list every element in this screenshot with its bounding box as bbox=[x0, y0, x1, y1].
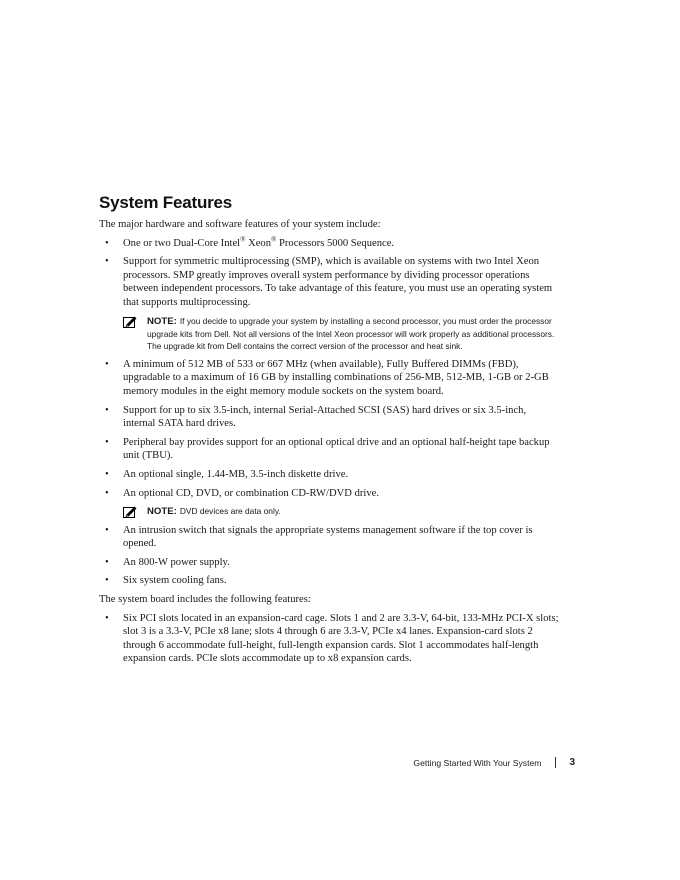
note-pencil-icon bbox=[123, 316, 137, 328]
footer-section-title: Getting Started With Your System bbox=[413, 757, 542, 768]
bullet-icon: • bbox=[105, 524, 109, 536]
bullet-icon: • bbox=[105, 468, 109, 480]
note-label: NOTE: bbox=[147, 506, 177, 518]
list-item bbox=[99, 255, 561, 309]
list-item bbox=[99, 612, 561, 666]
bullet-icon: • bbox=[105, 487, 109, 499]
bullet-icon: • bbox=[105, 575, 109, 587]
feature-fans: Six system cooling fans. bbox=[123, 575, 227, 587]
bullet-icon: • bbox=[105, 358, 109, 370]
feature-smp: Support for symmetric multiprocessing (SMP), which is available on systems with two Intel Xeon processors. SMP greatly improves overall system performance by dividing processor operations between independent processors. To take advantage of this feature, you must use an operating system that supports multiprocessing. bbox=[123, 256, 553, 308]
list-item bbox=[99, 487, 561, 501]
board-intro-paragraph: The system board includes the following features: bbox=[99, 593, 311, 605]
bullet-icon: • bbox=[105, 237, 109, 249]
bullet-icon: • bbox=[105, 404, 109, 416]
note-text: If you decide to upgrade your system by installing a second processor, you must order the processor upgrade kits from Dell. Not all versions of the Intel Xeon processor will work properly as additional processors. The upgrade kit from Dell contains the correct version of the processor and heat sink. bbox=[147, 315, 555, 352]
bullet-icon: • bbox=[105, 556, 109, 568]
board-feature-pci: Six PCI slots located in an expansion-card cage. Slots 1 and 2 are 3.3-V, 64-bit, 133-MHz PCI-X slots; slot 3 is a 3.3-V, PCIe x8 lane; slots 4 through 6 are 3.3-V, PCIe x4 lanes. Expansion-card slots 2 through 6 accommodate full-height, full-length expansion cards. Slot 1 accommodates half-length expansion cards. PCIe slots accommodate up to x8 expansion cards. bbox=[123, 612, 559, 665]
page-content bbox=[99, 218, 561, 671]
page-number: 3 bbox=[569, 757, 575, 768]
list-item bbox=[99, 358, 561, 399]
feature-diskette: An optional single, 1.44-MB, 3.5-inch diskette drive. bbox=[123, 468, 349, 480]
page-footer bbox=[413, 757, 575, 768]
list-item bbox=[99, 574, 561, 588]
note-dvd bbox=[123, 505, 561, 518]
bullet-icon: • bbox=[105, 612, 109, 624]
feature-list-end bbox=[99, 524, 561, 588]
list-item bbox=[99, 436, 561, 463]
feature-list-continued bbox=[99, 358, 561, 500]
intro-paragraph: The major hardware and software features of your system include: bbox=[99, 219, 381, 230]
board-feature-list bbox=[99, 612, 561, 666]
list-item bbox=[99, 468, 561, 482]
feature-peripheral: Peripheral bay provides support for an optional optical drive and an optional half-height tape backup unit (TBU). bbox=[123, 436, 550, 462]
list-item bbox=[99, 556, 561, 570]
feature-memory: A minimum of 512 MB of 533 or 667 MHz (when available), Fully Buffered DIMMs (FBD), upgradable to a maximum of 16 GB by installing combinations of 256-MB, 512-MB, 1-GB or 2-GB memory modules in the eight memory module sockets on the system board. bbox=[123, 358, 549, 397]
footer-divider bbox=[555, 757, 556, 768]
bullet-icon: • bbox=[105, 436, 109, 448]
feature-power: An 800-W power supply. bbox=[123, 556, 230, 568]
section-heading: System Features bbox=[99, 193, 233, 212]
note-processor-upgrade bbox=[123, 315, 561, 353]
feature-list bbox=[99, 237, 561, 310]
feature-drives: Support for up to six 3.5-inch, internal Serial-Attached SCSI (SAS) hard drives or six 3.5-inch, internal SATA hard drives. bbox=[123, 404, 527, 430]
note-text: DVD devices are data only. bbox=[179, 506, 281, 517]
list-item bbox=[99, 524, 561, 551]
list-item bbox=[99, 237, 561, 251]
list-item bbox=[99, 404, 561, 431]
note-label: NOTE: bbox=[147, 315, 177, 327]
note-pencil-icon bbox=[123, 506, 137, 518]
feature-optical: An optional CD, DVD, or combination CD-RW/DVD drive. bbox=[123, 487, 379, 499]
feature-processor: One or two Dual-Core Intel® Xeon® Processors 5000 Sequence. bbox=[123, 235, 395, 249]
bullet-icon: • bbox=[105, 256, 109, 268]
feature-intrusion: An intrusion switch that signals the appropriate systems management software if the top cover is opened. bbox=[123, 524, 533, 550]
